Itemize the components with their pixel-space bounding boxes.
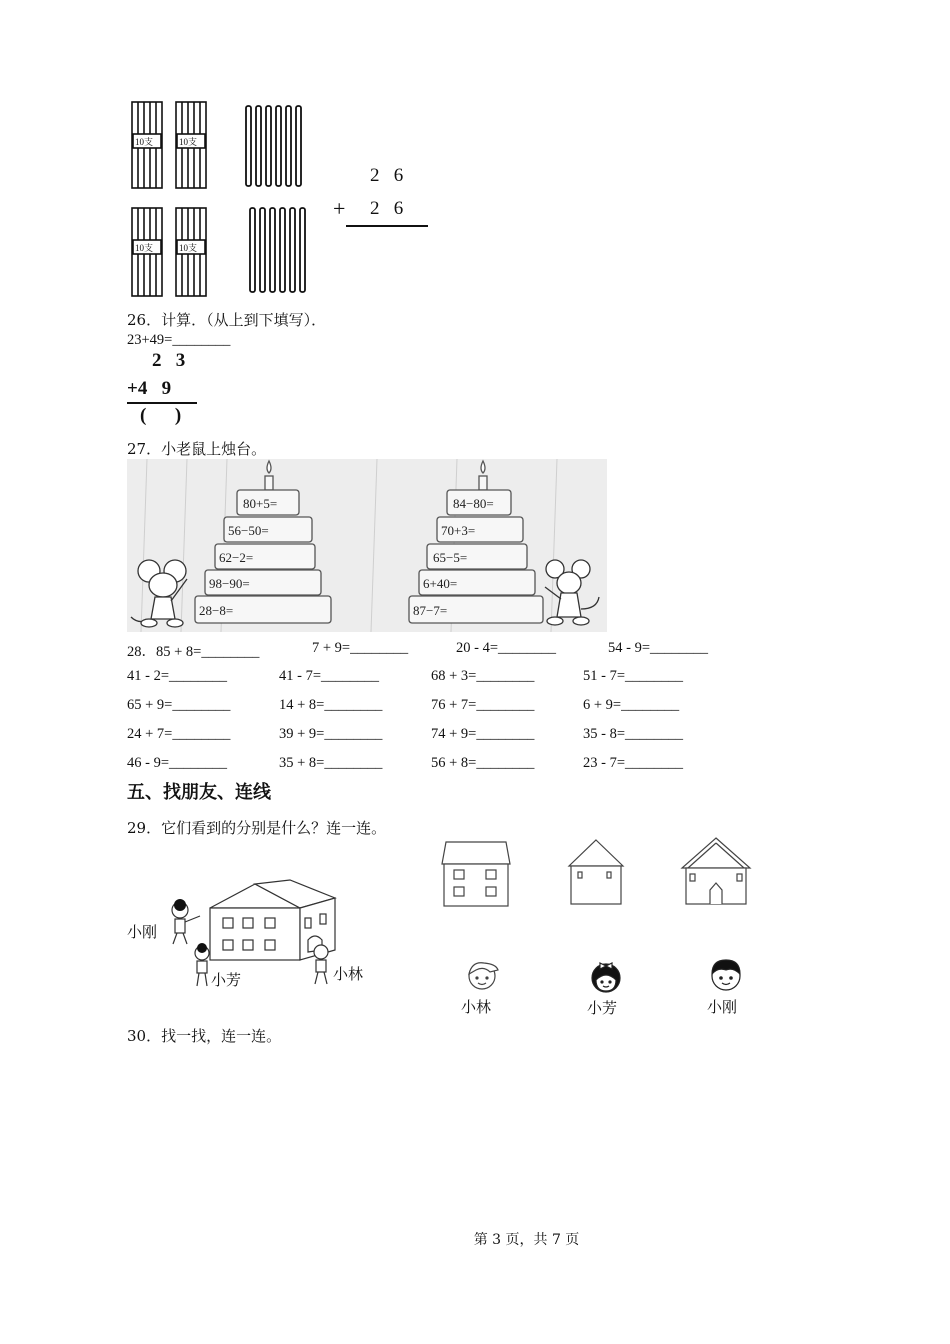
svg-text:10支: 10支: [179, 243, 198, 253]
candle-towers: [127, 459, 607, 632]
face-label: 小林: [461, 998, 492, 1016]
page-footer: 第 3 页，共 7 页: [473, 1232, 580, 1248]
face-label: 小刚: [707, 998, 738, 1016]
q28-item: 56 + 8=________: [431, 755, 535, 771]
q25-illustration: [128, 98, 328, 300]
tower-left-item: 56−50=: [228, 523, 269, 538]
q28-item: 24 + 7=________: [127, 726, 231, 742]
q29-title: 29．它们看到的分别是什么？连一连。: [127, 819, 387, 837]
q28-item: 65 + 9=________: [127, 697, 231, 713]
q26-expression: 23+49=________: [127, 332, 231, 348]
q28-item: 41 - 7=________: [279, 668, 380, 684]
q28-item: 14 + 8=________: [279, 697, 383, 713]
face-label: 小芳: [587, 999, 618, 1017]
q28-item: 51 - 7=________: [583, 668, 684, 684]
q26-bottom-number: +4 9: [127, 378, 172, 399]
q26-top-number: 2 3: [152, 350, 186, 371]
house-view-side-with-door[interactable]: [680, 836, 752, 906]
house-view-side-plain[interactable]: [567, 838, 625, 906]
tower-left-item: 80+5=: [243, 496, 278, 511]
tower-right-item: 84−80=: [453, 496, 494, 511]
q28-item: 68 + 3=________: [431, 668, 535, 684]
q30-title: 30．找一找，连一连。: [127, 1027, 282, 1045]
tower-left-item: 62−2=: [219, 550, 254, 565]
tower-left-item: 98−90=: [209, 576, 250, 591]
section-title: 五、找朋友、连线: [127, 782, 271, 803]
tower-right-item: 6+40=: [423, 576, 458, 591]
q26-title: 26．计算．（从上到下填写）．: [127, 311, 327, 329]
mouse-left-icon: [131, 560, 187, 627]
q28-item: 76 + 7=________: [431, 697, 535, 713]
q28-item: 46 - 9=________: [127, 755, 228, 771]
label-xiaolin: 小林: [333, 965, 364, 983]
q28-item: 74 + 9=________: [431, 726, 535, 742]
q28-item: 7 + 9=________: [312, 640, 409, 656]
q25-plus-sign: +: [333, 196, 346, 221]
face-xiaolin-icon[interactable]: [462, 958, 502, 992]
q28-item: 54 - 9=________: [608, 640, 709, 656]
q25-addend-top: 2 6: [370, 165, 404, 186]
bundle-label: 10支: [135, 137, 154, 147]
q28-item: 6 + 9=________: [583, 697, 680, 713]
svg-text:10支: 10支: [179, 137, 198, 147]
tower-right-item: 70+3=: [441, 523, 476, 538]
q28-item: 35 - 8=________: [583, 726, 684, 742]
face-xiaofang-icon[interactable]: [586, 958, 626, 994]
tower-right-item: 65−5=: [433, 550, 468, 565]
mouse-right-icon: [545, 560, 599, 625]
face-xiaogang-icon[interactable]: [706, 956, 746, 992]
q28-item: 41 - 2=________: [127, 668, 228, 684]
label-xiaogang: 小刚: [127, 923, 158, 941]
q26-sum-line: [127, 402, 197, 404]
q25-sum-line: [346, 225, 428, 227]
svg-text:10支: 10支: [135, 243, 154, 253]
tower-right-item: 87−7=: [413, 603, 448, 618]
candle-tower-image: [127, 459, 607, 632]
q28-item: 23 - 7=________: [583, 755, 684, 771]
q28-item: 28．85 + 8=________: [127, 644, 260, 660]
q27-title: 27．小老鼠上烛台。: [127, 440, 267, 458]
q25-addend-bottom: 2 6: [370, 198, 404, 219]
label-xiaofang: 小芳: [211, 971, 242, 989]
q28-item: 35 + 8=________: [279, 755, 383, 771]
tower-left-item: 28−8=: [199, 603, 234, 618]
q26-result-blank[interactable]: ( ): [140, 405, 182, 426]
q28-item: 20 - 4=________: [456, 640, 557, 656]
house-view-front-with-windows[interactable]: [440, 840, 512, 908]
stick-bundles-image: [128, 98, 328, 300]
q28-item: 39 + 9=________: [279, 726, 383, 742]
